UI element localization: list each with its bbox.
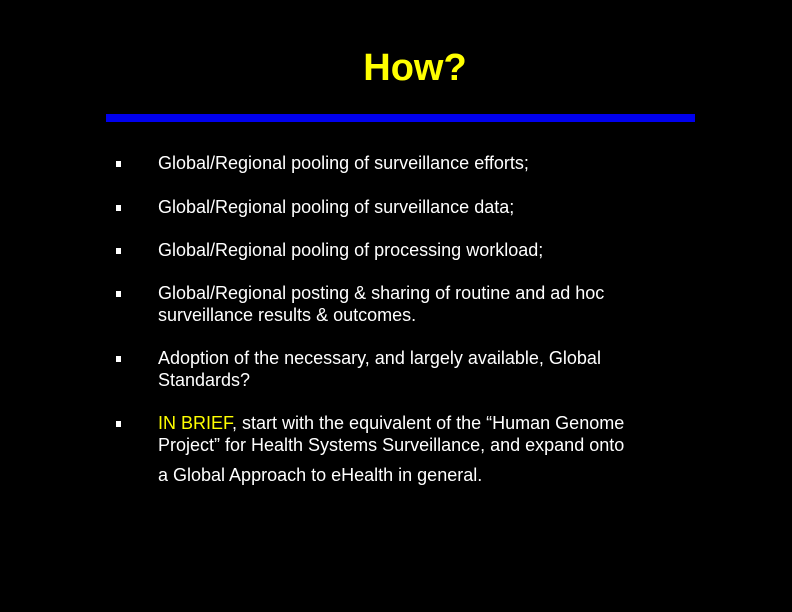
continuation-text: a Global Approach to eHealth in general. — [158, 465, 483, 485]
bullet-line-rest: , start with the equivalent of the “Human Genome — [232, 413, 625, 433]
bullet-text — [158, 239, 718, 261]
bullet-line: Global/Regional pooling of surveillance data; — [158, 197, 515, 217]
in-brief-highlight: IN BRIEF — [158, 413, 233, 433]
square-bullet-icon — [116, 356, 121, 362]
bullet-text — [158, 412, 718, 456]
square-bullet-icon — [116, 161, 121, 167]
bullet-text — [158, 282, 718, 326]
bullet-text — [158, 152, 718, 174]
square-bullet-icon — [116, 205, 121, 211]
bullet-line: Global/Regional posting & sharing of routine and ad hoc — [158, 283, 605, 303]
bullet-line: Standards? — [158, 370, 251, 390]
bullet-text — [158, 347, 718, 391]
bullet-text — [158, 196, 718, 218]
square-bullet-icon — [116, 421, 121, 427]
bullet-line: Project” for Health Systems Surveillance, and expand onto — [158, 435, 625, 455]
bullet-line: surveillance results & outcomes. — [158, 305, 417, 325]
slide-title: How? — [363, 47, 467, 89]
bullet-line — [158, 412, 718, 434]
square-bullet-icon — [116, 291, 121, 297]
bullet-line: Adoption of the necessary, and largely available, Global — [158, 348, 601, 368]
bullet-line: Global/Regional pooling of surveillance efforts; — [158, 153, 529, 173]
bullet-line: Global/Regional pooling of processing workload; — [158, 240, 544, 260]
square-bullet-icon — [116, 248, 121, 254]
